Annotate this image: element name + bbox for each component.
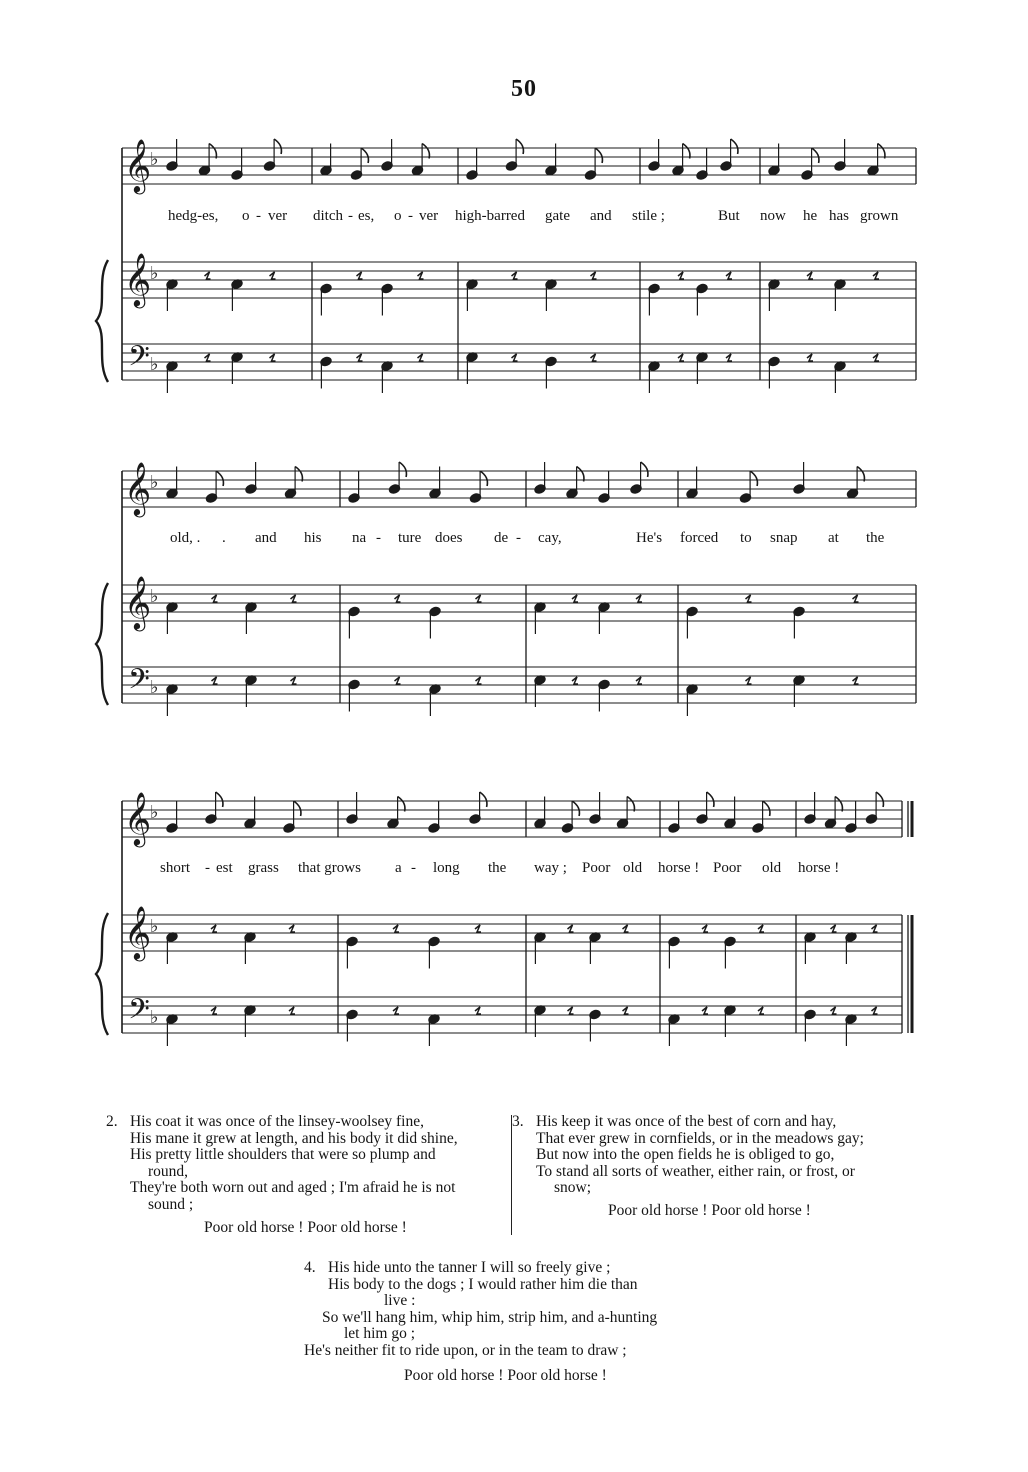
verse-line: live : bbox=[384, 1292, 416, 1309]
rest bbox=[746, 677, 752, 684]
rest bbox=[568, 1007, 574, 1014]
rest bbox=[726, 354, 732, 361]
verse-number: 2. bbox=[106, 1113, 118, 1130]
key-flat: ♭ bbox=[150, 677, 159, 698]
rest bbox=[357, 272, 363, 279]
lyric-syllable: snap bbox=[770, 530, 798, 546]
rest bbox=[393, 1007, 399, 1014]
note-flag bbox=[295, 467, 302, 482]
verse-line: They're both worn out and aged ; I'm afraid he is not bbox=[130, 1179, 456, 1196]
verse-line: His mane it grew at length, and his body it did shine, bbox=[130, 1129, 458, 1147]
rest bbox=[872, 1007, 878, 1014]
note-flag bbox=[835, 797, 842, 812]
rest bbox=[636, 595, 642, 602]
lyric-syllable: - bbox=[376, 530, 381, 546]
lyric-syllable: long bbox=[433, 860, 460, 876]
rest bbox=[568, 925, 574, 932]
brace bbox=[96, 583, 108, 705]
treble-clef: 𝄞 bbox=[124, 575, 152, 629]
verse-line: He's neither fit to ride upon, or in the team to draw ; bbox=[304, 1341, 627, 1359]
verse-number: 3. bbox=[512, 1113, 524, 1130]
lyric-syllable: the bbox=[866, 530, 885, 546]
rest bbox=[807, 354, 813, 361]
brace bbox=[96, 913, 108, 1035]
verse-3 bbox=[512, 1114, 922, 1219]
verse-line: That ever grew in cornfields, or in the meadows gay; bbox=[536, 1129, 864, 1147]
verse-refrain: Poor old horse ! Poor old horse ! bbox=[204, 1219, 407, 1236]
lyric-syllable: and bbox=[255, 530, 277, 546]
treble-clef: 𝄞 bbox=[124, 791, 152, 845]
bass-clef: 𝄢 bbox=[128, 340, 150, 380]
note-flag bbox=[516, 139, 523, 154]
lyric-syllable: gate bbox=[545, 208, 570, 224]
lyric-syllable: He's bbox=[636, 530, 663, 546]
rest bbox=[476, 595, 482, 602]
lyric-syllable: - bbox=[256, 208, 261, 224]
lyric-syllable: old bbox=[762, 860, 782, 876]
rest bbox=[873, 354, 879, 361]
note-flag bbox=[399, 462, 406, 477]
verse-line: His body to the dogs ; I would rather him die than bbox=[328, 1275, 638, 1293]
rest bbox=[512, 272, 518, 279]
note-flag bbox=[812, 148, 819, 163]
lyric-syllable: - bbox=[205, 860, 210, 876]
lyric-syllable: forced bbox=[680, 530, 719, 546]
verse-line: 3. His keep it was once of the best of corn and hay, bbox=[512, 1113, 837, 1130]
rest bbox=[211, 1007, 217, 1014]
treble-clef: 𝄞 bbox=[124, 138, 152, 192]
rest bbox=[395, 677, 401, 684]
rest bbox=[758, 925, 764, 932]
lyric-syllable: de bbox=[494, 530, 509, 546]
note-flag bbox=[595, 148, 602, 163]
rest bbox=[702, 925, 708, 932]
rest bbox=[636, 677, 642, 684]
lyric-syllable: ver bbox=[419, 208, 439, 224]
lyric-syllable: has bbox=[829, 208, 849, 224]
rest bbox=[357, 354, 363, 361]
lyric-syllable: horse ! bbox=[798, 860, 840, 876]
key-flat: ♭ bbox=[150, 1007, 159, 1028]
key-flat: ♭ bbox=[150, 472, 159, 493]
note-flag bbox=[422, 144, 429, 159]
rest bbox=[572, 595, 578, 602]
lyric-syllable: horse ! bbox=[658, 860, 700, 876]
note-flag bbox=[750, 471, 757, 486]
rest bbox=[393, 925, 399, 932]
rest bbox=[591, 354, 597, 361]
lyric-syllable: ditch bbox=[313, 208, 343, 224]
rest bbox=[418, 272, 424, 279]
rest bbox=[872, 925, 878, 932]
note-flag bbox=[876, 792, 883, 807]
note-flag bbox=[398, 797, 405, 812]
rest bbox=[205, 354, 211, 361]
brace bbox=[96, 260, 108, 382]
verse-line: round, bbox=[148, 1162, 189, 1180]
verse-line: snow; bbox=[554, 1179, 592, 1196]
lyric-syllable: But bbox=[718, 208, 740, 224]
rest bbox=[678, 272, 684, 279]
bass-clef: 𝄢 bbox=[128, 993, 150, 1033]
verse-line: sound ; bbox=[148, 1195, 194, 1213]
lyric-syllable: the bbox=[488, 860, 507, 876]
rest bbox=[291, 595, 297, 602]
rest bbox=[591, 272, 597, 279]
verse-4 bbox=[304, 1260, 744, 1385]
treble-clef: 𝄞 bbox=[124, 461, 152, 515]
lyric-syllable: does bbox=[435, 530, 463, 546]
lyric-syllable: stile ; bbox=[632, 208, 665, 224]
rest bbox=[512, 354, 518, 361]
rest bbox=[291, 677, 297, 684]
rest bbox=[270, 354, 276, 361]
lyric-syllable: o bbox=[242, 208, 250, 224]
bass-clef: 𝄢 bbox=[128, 663, 150, 703]
rest bbox=[702, 1007, 708, 1014]
note-flag bbox=[209, 144, 216, 159]
lyric-syllable: cay, bbox=[538, 530, 562, 546]
rest bbox=[289, 925, 295, 932]
verse-line: 2. His coat it was once of the linsey-woolsey fine, bbox=[106, 1113, 424, 1130]
rest bbox=[758, 1007, 764, 1014]
lyric-syllable: . bbox=[222, 530, 226, 546]
key-flat: ♭ bbox=[150, 263, 159, 284]
key-flat: ♭ bbox=[150, 802, 159, 823]
lyric-syllable: now bbox=[760, 208, 786, 224]
rest bbox=[831, 925, 837, 932]
lyric-syllable: high-barred bbox=[455, 208, 525, 224]
rest bbox=[678, 354, 684, 361]
note-flag bbox=[480, 471, 487, 486]
note-flag bbox=[294, 801, 301, 816]
rest bbox=[289, 1007, 295, 1014]
rest bbox=[726, 272, 732, 279]
rest bbox=[395, 595, 401, 602]
rest bbox=[205, 272, 211, 279]
lyric-syllable: at bbox=[828, 530, 839, 546]
rest bbox=[623, 925, 629, 932]
lyric-syllable: na bbox=[352, 530, 367, 546]
rest bbox=[212, 677, 218, 684]
rest bbox=[853, 595, 859, 602]
lyric-syllable: old bbox=[623, 860, 643, 876]
rest bbox=[476, 677, 482, 684]
verse-2 bbox=[106, 1114, 510, 1237]
key-flat: ♭ bbox=[150, 354, 159, 375]
lyric-syllable: - bbox=[348, 208, 353, 224]
rest bbox=[475, 925, 481, 932]
note-flag bbox=[683, 144, 690, 159]
lyric-syllable: his bbox=[304, 530, 322, 546]
rest bbox=[853, 677, 859, 684]
lyric-syllable: way ; bbox=[534, 860, 567, 876]
verse-line: So we'll hang him, whip him, strip him, and a-hunting bbox=[322, 1308, 658, 1326]
note-flag bbox=[627, 797, 634, 812]
rest bbox=[572, 677, 578, 684]
page-number: 50 bbox=[511, 76, 537, 102]
rest bbox=[873, 272, 879, 279]
lyric-syllable: Poor bbox=[713, 860, 742, 876]
lyric-syllable: to bbox=[740, 530, 752, 546]
rest bbox=[831, 1007, 837, 1014]
lyric-syllable: Poor bbox=[582, 860, 611, 876]
lyric-syllable: - bbox=[408, 208, 413, 224]
verse-line: His pretty little shoulders that were so plump and bbox=[130, 1146, 436, 1163]
rest bbox=[807, 272, 813, 279]
lyric-syllable: short bbox=[160, 860, 190, 876]
lyric-syllable: o bbox=[394, 208, 402, 224]
treble-clef: 𝄞 bbox=[124, 252, 152, 306]
lyric-syllable: ver bbox=[268, 208, 288, 224]
verse-line: let him go ; bbox=[344, 1325, 416, 1342]
lyric-syllable: he bbox=[803, 208, 818, 224]
note-flag bbox=[361, 148, 368, 163]
key-flat: ♭ bbox=[150, 586, 159, 607]
verse-refrain: Poor old horse ! Poor old horse ! bbox=[404, 1367, 607, 1384]
lyric-syllable: grass bbox=[248, 860, 279, 876]
lyric-syllable: and bbox=[590, 208, 612, 224]
note-flag bbox=[857, 467, 864, 482]
verse-line: 4. His hide unto the tanner I will so freely give ; bbox=[304, 1259, 611, 1276]
rest bbox=[270, 272, 276, 279]
rest bbox=[475, 1007, 481, 1014]
note-flag bbox=[480, 792, 487, 807]
note-flag bbox=[641, 462, 648, 477]
rest bbox=[623, 1007, 629, 1014]
note-flag bbox=[274, 139, 281, 154]
rest bbox=[746, 595, 752, 602]
note-flag bbox=[763, 801, 770, 816]
note-flag bbox=[878, 144, 885, 159]
note-flag bbox=[577, 467, 584, 482]
lyric-syllable: - bbox=[411, 860, 416, 876]
lyric-syllable: a bbox=[395, 860, 402, 876]
lyric-syllable: that grows bbox=[298, 860, 361, 876]
note-flag bbox=[216, 792, 223, 807]
lyric-syllable: es, bbox=[358, 208, 375, 224]
rest bbox=[418, 354, 424, 361]
verse-line: To stand all sorts of weather, either rain, or frost, or bbox=[536, 1162, 855, 1180]
lyric-syllable: grown bbox=[860, 208, 899, 224]
lyric-syllable: ture bbox=[398, 530, 422, 546]
lyric-syllable: hedg-es, bbox=[168, 208, 219, 224]
note-flag bbox=[572, 801, 579, 816]
lyric-syllable: est bbox=[216, 860, 233, 876]
note-flag bbox=[731, 139, 738, 154]
key-flat: ♭ bbox=[150, 149, 159, 170]
verse-line: But now into the open fields he is obliged to go, bbox=[536, 1146, 835, 1163]
lyric-syllable: old, . bbox=[170, 530, 201, 546]
rest bbox=[211, 925, 217, 932]
key-flat: ♭ bbox=[150, 916, 159, 937]
treble-clef: 𝄞 bbox=[124, 905, 152, 959]
note-flag bbox=[707, 792, 714, 807]
verse-number: 4. bbox=[304, 1259, 316, 1276]
rest bbox=[212, 595, 218, 602]
verse-refrain: Poor old horse ! Poor old horse ! bbox=[608, 1201, 811, 1219]
note-flag bbox=[216, 471, 223, 486]
lyric-syllable: - bbox=[516, 530, 521, 546]
